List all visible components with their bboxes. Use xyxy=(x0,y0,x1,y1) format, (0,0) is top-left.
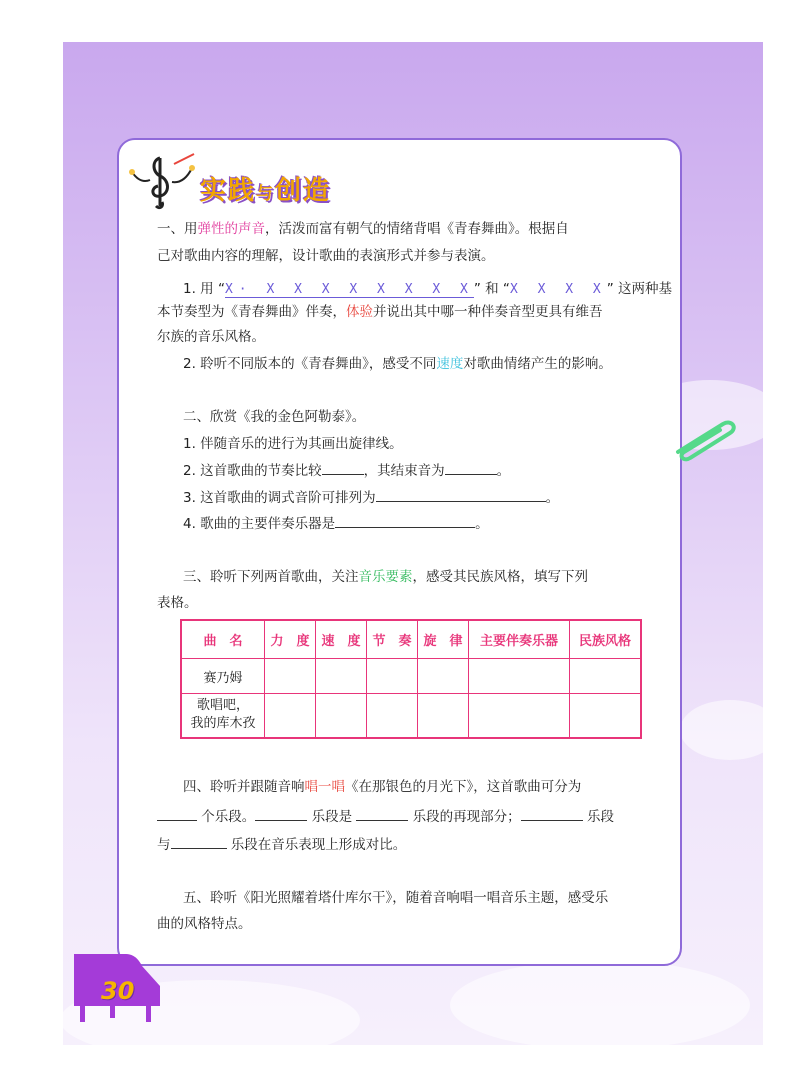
s1-item1-line2 xyxy=(157,302,603,322)
table-header-cell: 旋 律 xyxy=(418,620,469,659)
cloud-decoration xyxy=(450,960,750,1050)
text: 乐段 xyxy=(582,809,614,825)
text: 。 xyxy=(545,490,560,506)
text: 个乐段。 xyxy=(197,809,256,825)
answer-blank[interactable] xyxy=(322,460,364,475)
s2-q4 xyxy=(183,513,489,534)
s4-line3 xyxy=(157,834,406,855)
text: ，感受其民族风格，填写下列 xyxy=(412,569,588,585)
answer-blank[interactable] xyxy=(255,806,307,821)
title-part: 实践 xyxy=(200,176,257,206)
section-title xyxy=(200,170,331,207)
s2-q3 xyxy=(183,487,559,508)
table-cell[interactable] xyxy=(418,694,469,738)
table-cell[interactable] xyxy=(367,659,418,694)
table-cell[interactable] xyxy=(570,659,642,694)
highlight-text: 弹性的声音 xyxy=(197,221,265,237)
highlight-text: 音乐要素 xyxy=(358,569,413,585)
table-cell-song xyxy=(181,694,265,738)
answer-blank[interactable] xyxy=(521,806,583,821)
text: 与 xyxy=(157,837,171,853)
s2-q2 xyxy=(183,460,510,481)
text: 1. 用 “ xyxy=(183,281,225,297)
table-header-cell: 力 度 xyxy=(265,620,316,659)
s3-paragraph-line2 xyxy=(157,593,198,613)
table-row xyxy=(181,694,641,738)
text: 乐段是 xyxy=(307,809,357,825)
text: 尔族的音乐风格。 xyxy=(157,329,265,345)
answer-blank[interactable] xyxy=(335,513,475,528)
s1-item1-line3 xyxy=(157,327,265,347)
table-row xyxy=(181,659,641,694)
text: 四、聆听并跟随音响 xyxy=(183,779,305,795)
text: 《在那银色的月光下》，这首歌曲可分为 xyxy=(345,779,582,795)
table-header-cell: 节 奏 xyxy=(367,620,418,659)
text: 1. 伴随音乐的进行为其画出旋律线。 xyxy=(183,436,403,452)
rhythm-pattern-1: X· X X X X X X X X xyxy=(224,282,474,297)
s5-line1 xyxy=(183,888,608,908)
table-cell[interactable] xyxy=(316,659,367,694)
s1-item2 xyxy=(183,354,612,374)
text: 并说出其中哪一种伴奏音型更具有维吾 xyxy=(373,304,603,320)
s4-line1 xyxy=(183,777,581,797)
cloud-decoration xyxy=(680,700,780,760)
text: ” 和 “ xyxy=(473,281,510,297)
s3-paragraph-line1 xyxy=(183,567,588,587)
s2-q1 xyxy=(183,434,403,454)
text: 2. 聆听不同版本的《青春舞曲》，感受不同 xyxy=(183,356,437,372)
table-header-row xyxy=(181,620,641,659)
text: 本节奏型为《青春舞曲》伴奏， xyxy=(157,304,346,320)
table-cell[interactable] xyxy=(367,694,418,738)
text: 己对歌曲内容的理解，设计歌曲的表演形式并参与表演。 xyxy=(157,248,495,264)
table-header-cell: 曲 名 xyxy=(181,620,265,659)
text: 乐段的再现部分； xyxy=(408,809,521,825)
rhythm-pattern-2: X X X X xyxy=(509,282,607,297)
s5-line2 xyxy=(157,914,252,934)
table-header-cell: 民族风格 xyxy=(570,620,642,659)
text: 4. 歌曲的主要伴奏乐器是 xyxy=(183,516,336,532)
highlight-text: 速度 xyxy=(436,356,464,372)
answer-blank[interactable] xyxy=(376,487,546,502)
s1-paragraph-line2 xyxy=(157,246,495,266)
text: 二、欣赏《我的金色阿勒泰》。 xyxy=(183,409,366,425)
text: ，其结束音为 xyxy=(363,463,445,479)
table-cell[interactable] xyxy=(418,659,469,694)
text: 2. 这首歌曲的节奏比较 xyxy=(183,463,322,479)
text: 一、用 xyxy=(157,221,198,237)
s2-heading xyxy=(183,407,365,427)
highlight-text: 体验 xyxy=(346,304,373,320)
table-cell[interactable] xyxy=(469,694,570,738)
text: ” 这两种基 xyxy=(606,281,673,297)
text: 我的库木孜 xyxy=(190,716,256,732)
table-cell[interactable] xyxy=(265,659,316,694)
title-part: 与 xyxy=(256,184,276,204)
text: 。 xyxy=(475,516,489,532)
text: 。 xyxy=(496,463,511,479)
highlight-text: 唱一唱 xyxy=(304,779,345,795)
table-cell[interactable] xyxy=(570,694,642,738)
table-cell[interactable] xyxy=(469,659,570,694)
text: 乐段在音乐表现上形成对比。 xyxy=(226,837,407,853)
paper-clip-icon xyxy=(668,412,738,462)
text: 3. 这首歌曲的调式音阶可排列为 xyxy=(183,490,376,506)
table-cell[interactable] xyxy=(316,694,367,738)
text: 对歌曲情绪产生的影响。 xyxy=(463,356,612,372)
text: ，活泼而富有朝气的情绪背唱《青春舞曲》。根据自 xyxy=(265,221,569,237)
s4-line2 xyxy=(157,806,614,827)
treble-clef-conductor-icon xyxy=(126,150,200,212)
answer-blank[interactable] xyxy=(171,834,227,849)
title-part: 创造 xyxy=(275,176,332,206)
table-header-cell: 速 度 xyxy=(316,620,367,659)
text: 曲的风格特点。 xyxy=(157,916,252,932)
text: 三、聆听下列两首歌曲，关注 xyxy=(183,569,359,585)
music-elements-table xyxy=(180,619,642,739)
text: 五、聆听《阳光照耀着塔什库尔干》，随着音响唱一唱音乐主题，感受乐 xyxy=(183,890,609,906)
table-cell-song: 赛乃姆 xyxy=(181,659,265,694)
table-cell[interactable] xyxy=(265,694,316,738)
answer-blank[interactable] xyxy=(356,806,408,821)
text: 歌唱吧， xyxy=(196,698,249,714)
table-header-cell: 主要伴奏乐器 xyxy=(469,620,570,659)
page-number: 30 xyxy=(101,977,135,1005)
answer-blank[interactable] xyxy=(157,806,197,821)
answer-blank[interactable] xyxy=(445,460,497,475)
text: 表格。 xyxy=(157,595,198,611)
s1-item1-line1 xyxy=(183,279,672,300)
s1-paragraph-line1 xyxy=(157,219,569,239)
